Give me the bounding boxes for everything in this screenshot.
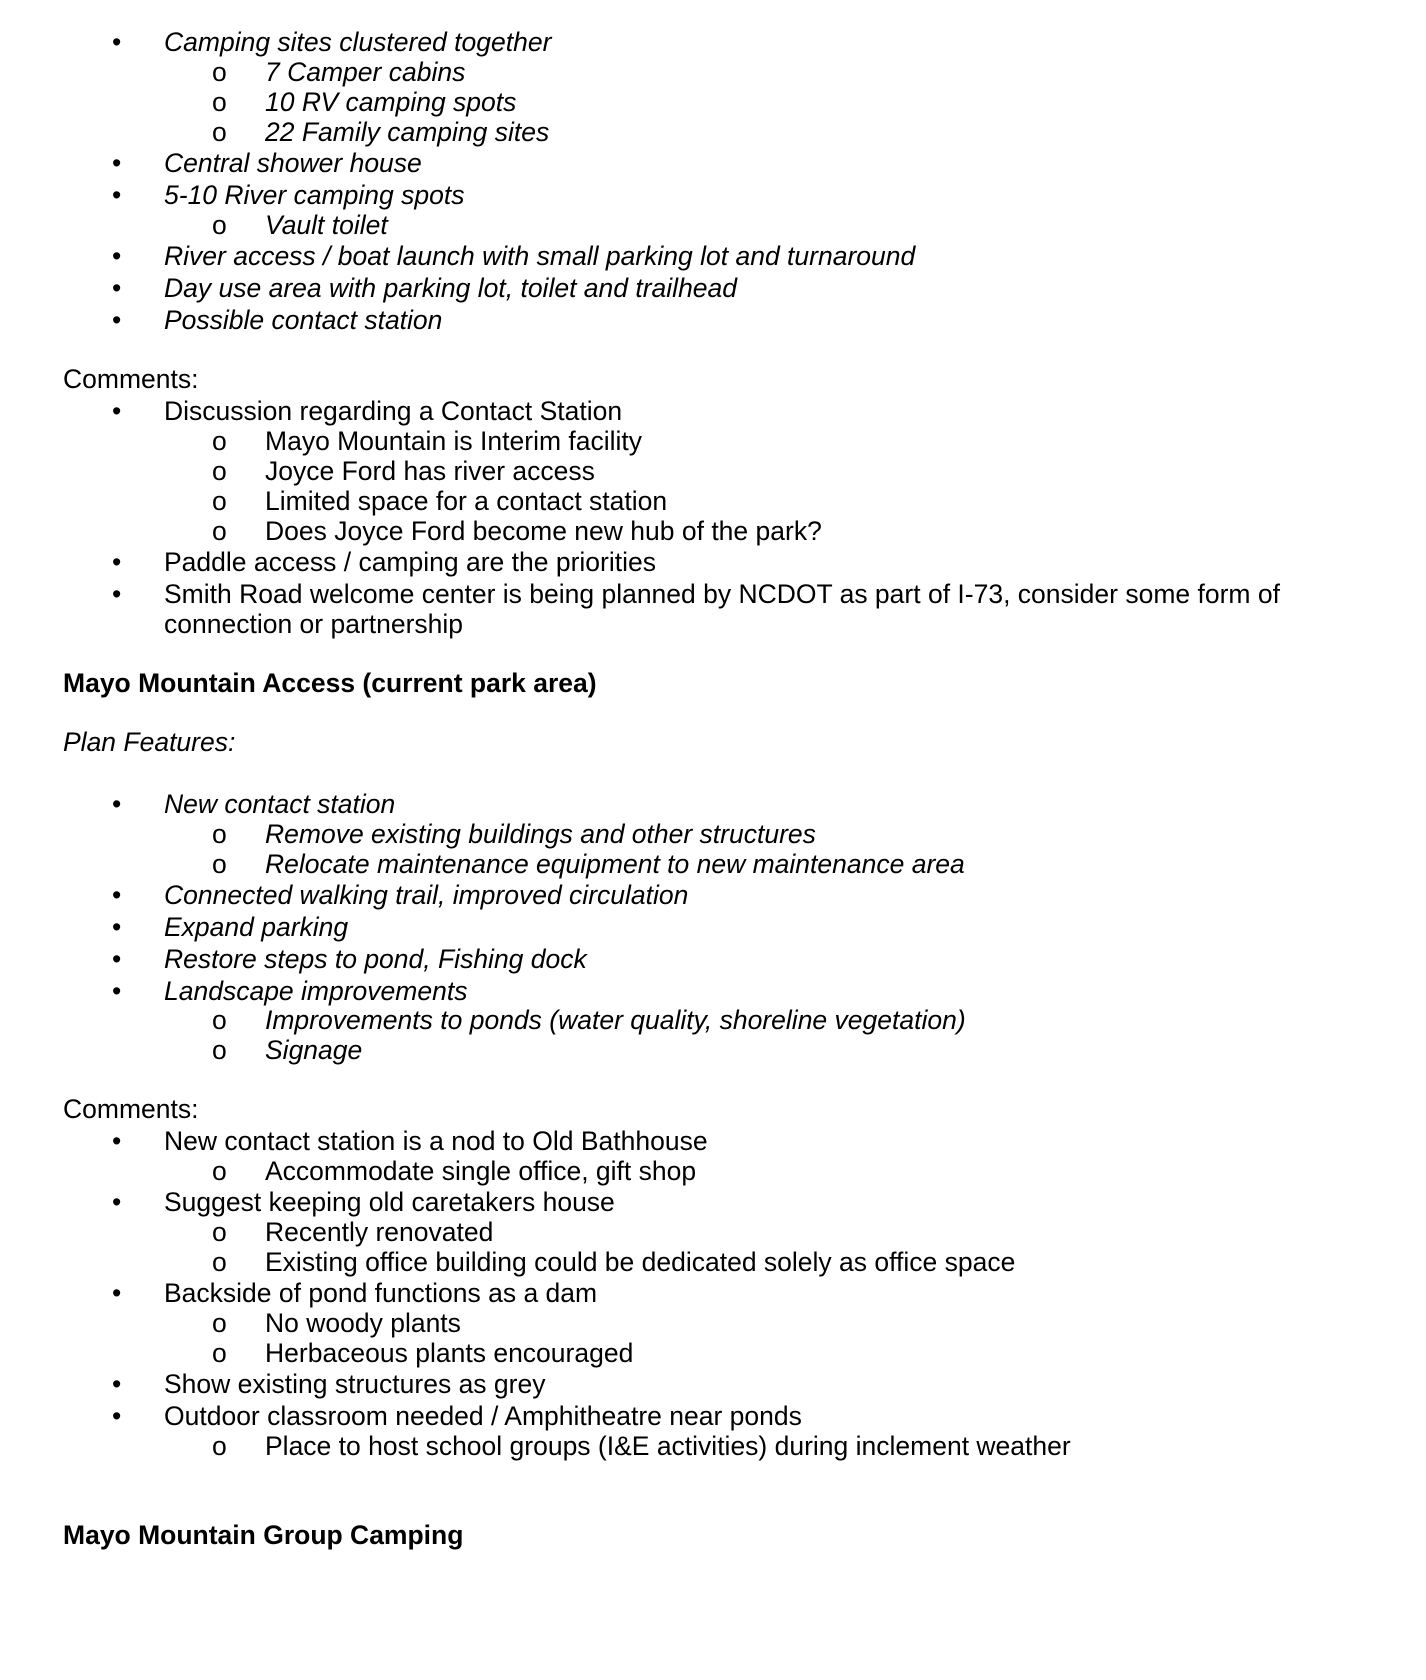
comments-label: Comments: [63, 1094, 199, 1124]
sub-bullet: o [212, 456, 227, 486]
list-item: Camping sites clustered together [164, 27, 552, 57]
bullet: • [112, 241, 122, 271]
sub-bullet: o [212, 1156, 227, 1186]
list-item: Connected walking trail, improved circulation [164, 880, 689, 910]
comment-item: Paddle access / camping are the priorities [164, 547, 656, 577]
list-item: River access / boat launch with small parking lot and turnaround [164, 241, 916, 271]
sub-bullet: o [212, 1217, 227, 1247]
comment-sub-item: Mayo Mountain is Interim facility [265, 426, 643, 456]
bullet: • [112, 27, 122, 57]
bullet: • [112, 579, 122, 609]
comment-sub-item: Recently renovated [265, 1217, 494, 1247]
bullet: • [112, 912, 122, 942]
list-item: Expand parking [164, 912, 349, 942]
sub-bullet: o [212, 1005, 227, 1035]
section-heading: Mayo Mountain Group Camping [63, 1520, 464, 1550]
comment-item: Show existing structures as grey [164, 1369, 546, 1399]
sub-list-item: Improvements to ponds (water quality, shoreline vegetation) [265, 1005, 966, 1035]
comment-item: Discussion regarding a Contact Station [164, 396, 623, 426]
comment-sub-item: Herbaceous plants encouraged [265, 1338, 634, 1368]
comments-label: Comments: [63, 364, 199, 394]
bullet: • [112, 944, 122, 974]
sub-bullet: o [212, 87, 227, 117]
comment-sub-item: Joyce Ford has river access [265, 456, 595, 486]
bullet: • [112, 1401, 122, 1431]
sub-bullet: o [212, 1035, 227, 1065]
comment-sub-item: Limited space for a contact station [265, 486, 668, 516]
comment-sub-item: Existing office building could be dedicated solely as office space [265, 1247, 1016, 1277]
bullet: • [112, 396, 122, 426]
comment-sub-item: Accommodate single office, gift shop [265, 1156, 697, 1186]
sub-bullet: o [212, 57, 227, 87]
sub-list-item: 22 Family camping sites [265, 117, 550, 147]
sub-list-item: Signage [265, 1035, 363, 1065]
sub-bullet: o [212, 486, 227, 516]
comment-item: Smith Road welcome center is being planned by NCDOT as part of I-73, consider some form of [164, 579, 1280, 609]
plan-features-label: Plan Features: [63, 727, 236, 757]
bullet: • [112, 1369, 122, 1399]
comment-item: New contact station is a nod to Old Bathhouse [164, 1126, 708, 1156]
comment-item: Backside of pond functions as a dam [164, 1278, 598, 1308]
sub-bullet: o [212, 1247, 227, 1277]
bullet: • [112, 1126, 122, 1156]
comment-item: Outdoor classroom needed / Amphitheatre near ponds [164, 1401, 802, 1431]
sub-list-item: Vault toilet [265, 210, 388, 240]
sub-bullet: o [212, 1338, 227, 1368]
section-heading: Mayo Mountain Access (current park area) [63, 668, 597, 698]
comment-item: Suggest keeping old caretakers house [164, 1187, 615, 1217]
bullet: • [112, 273, 122, 303]
sub-bullet: o [212, 117, 227, 147]
sub-bullet: o [212, 1308, 227, 1338]
sub-bullet: o [212, 516, 227, 546]
list-item: Day use area with parking lot, toilet and trailhead [164, 273, 738, 303]
bullet: • [112, 1187, 122, 1217]
sub-list-item: Remove existing buildings and other structures [265, 819, 816, 849]
list-item: 5-10 River camping spots [164, 180, 465, 210]
comment-item-continuation: connection or partnership [164, 609, 464, 639]
comment-sub-item: No woody plants [265, 1308, 461, 1338]
sub-list-item: 10 RV camping spots [265, 87, 517, 117]
bullet: • [112, 880, 122, 910]
bullet: • [112, 180, 122, 210]
bullet: • [112, 148, 122, 178]
list-item: Possible contact station [164, 305, 443, 335]
list-item: New contact station [164, 789, 396, 819]
bullet: • [112, 1278, 122, 1308]
sub-list-item: 7 Camper cabins [265, 57, 466, 87]
sub-bullet: o [212, 1431, 227, 1461]
sub-list-item: Relocate maintenance equipment to new maintenance area [265, 849, 965, 879]
bullet: • [112, 976, 122, 1006]
list-item: Central shower house [164, 148, 422, 178]
comment-sub-item: Place to host school groups (I&E activities) during inclement weather [265, 1431, 1071, 1461]
comment-sub-item: Does Joyce Ford become new hub of the park? [265, 516, 822, 546]
list-item: Landscape improvements [164, 976, 468, 1006]
list-item: Restore steps to pond, Fishing dock [164, 944, 587, 974]
bullet: • [112, 305, 122, 335]
sub-bullet: o [212, 819, 227, 849]
sub-bullet: o [212, 849, 227, 879]
sub-bullet: o [212, 210, 227, 240]
bullet: • [112, 789, 122, 819]
sub-bullet: o [212, 426, 227, 456]
bullet: • [112, 547, 122, 577]
